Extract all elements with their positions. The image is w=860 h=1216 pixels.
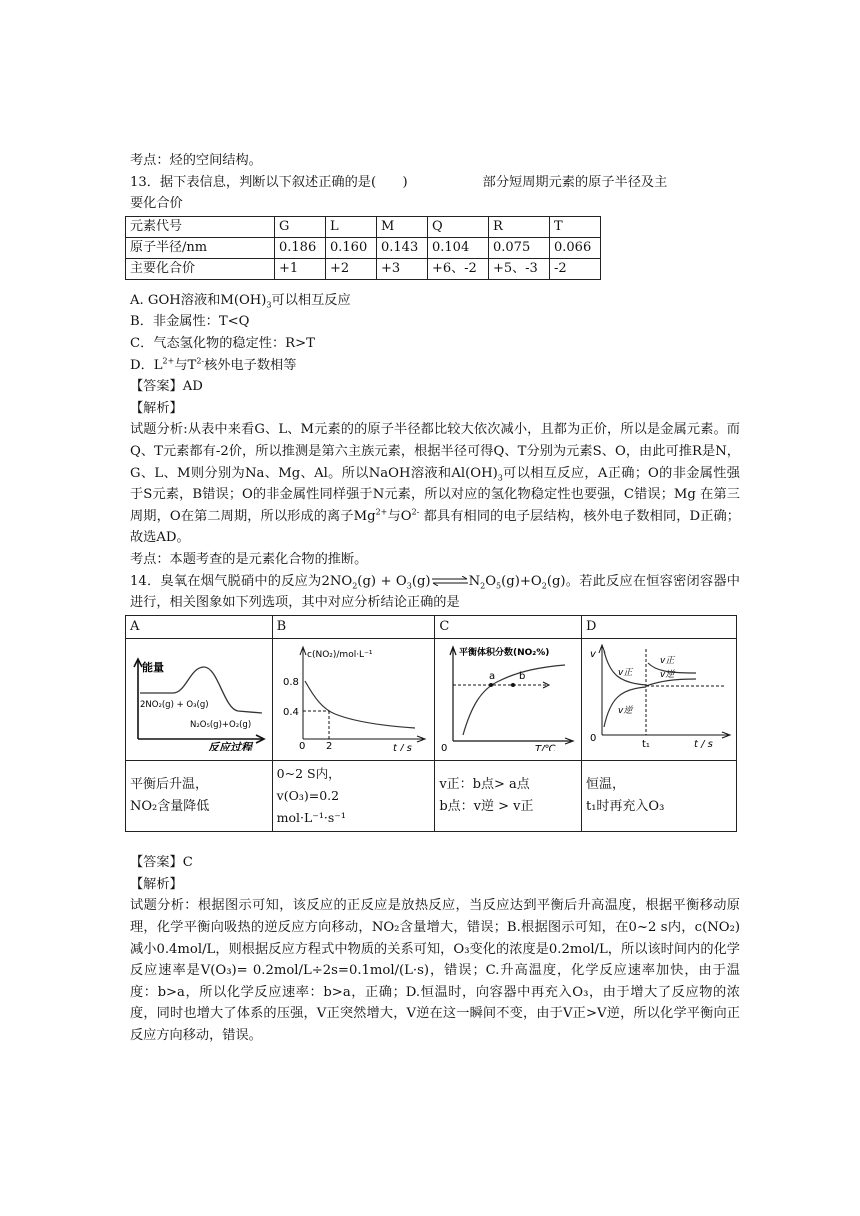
- reactants-label: 2NO₂(g) + O₃(g): [140, 699, 209, 710]
- text: (g) + O: [357, 573, 407, 589]
- y-label: 能量: [142, 660, 164, 674]
- desc-b-line3: mol·L⁻¹·s⁻¹: [276, 810, 346, 826]
- table-header-cell: G: [275, 216, 326, 237]
- tick-label-08: 0.8: [282, 676, 299, 688]
- x-label: 反应过程: [208, 740, 252, 751]
- superscript: 2+: [162, 356, 175, 366]
- option-label: A: [126, 615, 273, 638]
- q13-jiexi: 【解析】: [130, 400, 183, 416]
- graph-d-cell: [582, 638, 737, 761]
- chart-title: 平衡体积分数(NO₂%): [459, 647, 550, 658]
- document-page: [130, 150, 740, 1047]
- table-row: [126, 258, 601, 279]
- table-cell: +6、-2: [428, 258, 489, 279]
- desc-c-line2: b点：v逆 > v正: [439, 799, 534, 815]
- x-label: T/℃: [535, 743, 557, 751]
- x-tick-2: 2: [325, 740, 333, 751]
- q13-option-a: [130, 290, 740, 312]
- subscript: 3: [266, 300, 272, 310]
- graph-c-fraction-chart: [437, 641, 577, 751]
- q13-option-b: B．非金属性：T<Q: [130, 314, 250, 330]
- subscript: 5: [496, 581, 502, 591]
- table-header-cell: R: [489, 216, 550, 237]
- vn-label-1: v逆: [618, 705, 633, 716]
- text: N: [468, 573, 481, 589]
- graph-b-cell: [272, 638, 435, 761]
- q14-stem: [130, 571, 740, 614]
- option-label: D: [582, 615, 737, 638]
- options-text-row: [126, 761, 737, 832]
- table-cell: 0.104: [428, 237, 489, 258]
- text: 与O: [387, 508, 412, 524]
- text: (g)+O: [501, 573, 542, 589]
- table-header-cell: M: [377, 216, 428, 237]
- graph-a-energy-diagram: [128, 641, 268, 751]
- desc-d-line2: t₁时再充入O₃: [586, 799, 665, 815]
- option-label: C: [435, 615, 582, 638]
- text: 都具有相同的电子层结构，核外电子数相同，D正确；故选AD。: [130, 508, 740, 546]
- table-header-cell: 元素代号: [126, 216, 275, 237]
- options-label-row: [126, 615, 737, 638]
- point-a-label: a: [489, 670, 496, 682]
- superscript: 2+: [375, 507, 388, 517]
- q13-analysis: [130, 419, 740, 549]
- q13-caption-cont: 要化合价: [130, 196, 183, 212]
- table-cell: 0.186: [275, 237, 326, 258]
- desc-b: [272, 761, 435, 832]
- text: 与T: [174, 357, 197, 373]
- table-cell: 0.160: [326, 237, 377, 258]
- vz-label-2: v正: [660, 655, 675, 666]
- option-label: B: [272, 615, 435, 638]
- desc-b-line1: 0~2 S内，: [276, 766, 341, 782]
- q13-option-d: [130, 355, 740, 377]
- table-cell: +1: [275, 258, 326, 279]
- table-cell: 0.075: [489, 237, 550, 258]
- table-header-cell: T: [550, 216, 601, 237]
- q13-option-c: C．气态氢化物的稳定性：R>T: [130, 335, 315, 351]
- table-cell: 0.066: [550, 237, 601, 258]
- text: D．L: [130, 357, 163, 373]
- desc-a-line2: NO₂含量降低: [130, 799, 210, 815]
- equilibrium-arrow-icon: [431, 576, 469, 586]
- table-header-row: [126, 216, 601, 237]
- subscript: 3: [497, 473, 503, 483]
- graph-d-rate-chart: [584, 641, 734, 751]
- superscript: 2-: [411, 507, 420, 517]
- q14-answer: 【答案】C: [130, 855, 193, 871]
- q13-stem: [130, 172, 740, 194]
- desc-a: [126, 761, 273, 832]
- q13-option-a-text: A. GOH溶液和M(OH): [130, 292, 267, 308]
- q13-caption: 部分短周期元素的原子半径及主: [482, 174, 668, 190]
- desc-d: [582, 761, 737, 832]
- q14-jiexi: 【解析】: [130, 876, 183, 892]
- table-cell: 主要化合价: [126, 258, 275, 279]
- desc-c-line1: v正：b点> a点: [439, 777, 530, 793]
- point-b: [511, 683, 515, 687]
- concentration-curve: [305, 681, 415, 728]
- subscript: 3: [406, 581, 412, 591]
- desc-d-line1: 恒温，: [586, 777, 626, 793]
- text: O: [485, 573, 497, 589]
- desc-c: [435, 761, 582, 832]
- desc-a-line1: 平衡后升温，: [130, 777, 209, 793]
- origin-label: 0: [441, 742, 448, 751]
- fraction-curve: [463, 665, 565, 735]
- q13-option-a-end: 可以相互反应: [271, 292, 351, 308]
- table-row: [126, 237, 601, 258]
- table-header-cell: Q: [428, 216, 489, 237]
- subscript: 2: [541, 581, 547, 591]
- q13-kaodian: 考点：本题考查的是元素化合物的推断。: [130, 551, 368, 567]
- text: (g)。若此反应在恒容密闭容器中进行，相关图象如下列选项，其中对应分析结论正确的是: [130, 573, 740, 611]
- q13-stem-text: 13．据下表信息，判断以下叙述正确的是( ): [130, 174, 408, 190]
- t1-label: t₁: [642, 738, 650, 750]
- graph-b-concentration-chart: [275, 641, 431, 751]
- table-cell: +3: [377, 258, 428, 279]
- reverse-after-curve: [646, 679, 696, 686]
- table-cell: 原子半径/nm: [126, 237, 275, 258]
- y-label: v: [590, 648, 596, 660]
- x-label: t / s: [392, 742, 412, 751]
- desc-b-line2: v(O₃)=0.2: [276, 788, 340, 804]
- text: 核外电子数相等: [204, 357, 297, 373]
- tick-label-04: 0.4: [282, 706, 299, 718]
- point-a: [489, 683, 493, 687]
- graph-c-cell: [435, 638, 582, 761]
- vz-label-1: v正: [618, 667, 633, 678]
- text: 14．臭氧在烟气脱硝中的反应为2NO: [130, 573, 353, 589]
- table-cell: +5、-3: [489, 258, 550, 279]
- superscript: 2-: [196, 356, 205, 366]
- point-b-label: b: [519, 670, 526, 682]
- q13-answer: 【答案】AD: [130, 379, 203, 395]
- vn-label-2: v逆: [660, 669, 675, 680]
- text: (g): [411, 573, 431, 589]
- products-label: N₂O₅(g)+O₂(g): [190, 719, 252, 730]
- origin-label: 0: [590, 732, 597, 744]
- text: 试题分析:从表中来看G、L、M元素的的原子半径都比较大依次减小，且都为正价，所以是金属元素。而Q、T元素都有-2价，所以推测是第六主族元素，根据半径可得Q、T分别为元素S、O，由此可推R是N，G、L、M则分别为Na、Mg、Al。所以NaOH溶液和Al(OH): [130, 422, 740, 481]
- y-label: c(NO₂)/mol·L⁻¹: [306, 649, 373, 660]
- table-cell: -2: [550, 258, 601, 279]
- table-header-cell: L: [326, 216, 377, 237]
- kaodian-top: 考点：烃的空间结构。: [130, 153, 262, 168]
- table-cell: +2: [326, 258, 377, 279]
- q14-analysis: 试题分析：根据图示可知，该反应的正反应是放热反应，当反应达到平衡后升高温度，根据平衡移动原理，化学平衡向吸热的逆反应方向移动，NO₂含量增大，错误；B.根据图示可知，在0~2 s内，c(NO₂)减小0.4mol/L，则根据反应方程式中物质的关系可知，O₃变化的浓度是0.2mol/L，所以该时间内的化学反应速率是V(O₃)= 0.2mol/L÷2s=0.1mol/(L·s)，错误；C.升高温度，化学反应速率加快，由于温度：b>a，所以化学反应速率：b>a，正确；D.恒温时，向容器中再充入O₃，由于增大了反应物的浓度，同时也增大了体系的压强，V正突然增大，V逆在这一瞬间不变，由于V正>V逆，所以化学平衡向正反应方向移动，错误。: [130, 898, 740, 1044]
- table-cell: 0.143: [377, 237, 428, 258]
- subscript: 2: [480, 581, 486, 591]
- element-table: [125, 216, 601, 280]
- subscript: 2: [352, 581, 358, 591]
- graph-a-cell: [126, 638, 273, 761]
- text: 可以相互反应，A正确；O的非金属性强于S元素，B错误；O的非金属性同样强于N元素，所以对应的氢化物稳定性也要强，C错误；Mg 在第三周期，O在第二周期，所以形成的离子Mg: [130, 465, 740, 524]
- options-figure-row: [126, 638, 737, 761]
- options-table: [125, 615, 737, 833]
- x-label: t / s: [694, 738, 713, 750]
- origin-label: 0: [298, 740, 306, 751]
